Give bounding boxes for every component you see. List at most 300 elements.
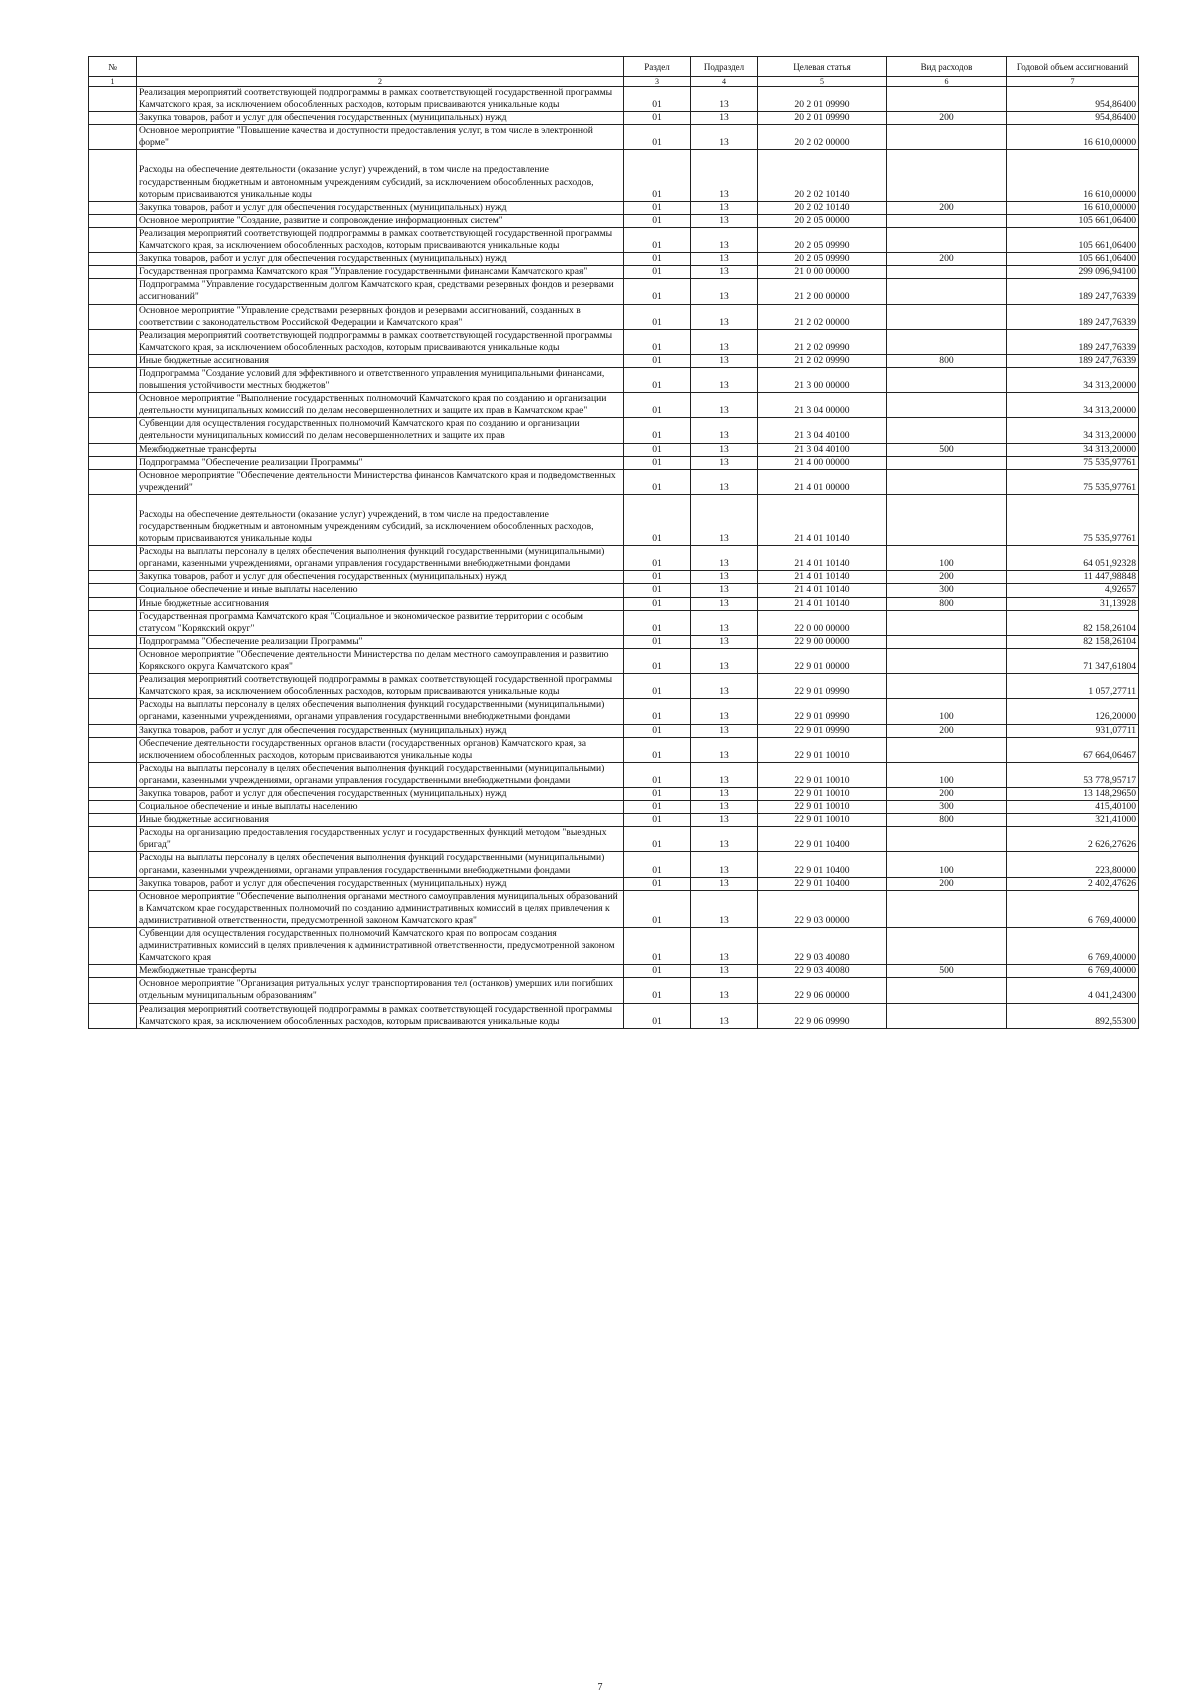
row-target: 22 9 06 09990 [758,1003,887,1028]
row-amount: 299 096,94100 [1007,266,1139,279]
row-razdel: 01 [624,852,691,877]
budget-table [88,56,1139,1029]
row-amount: 189 247,76339 [1007,304,1139,329]
row-razdel: 01 [624,965,691,978]
row-description: Иные бюджетные ассигнования [137,814,624,827]
row-description: Субвенции для осуществления государственных полномочий Камчатского края по созданию и организации деятельности муниципальных комиссий по делам несовершеннолетних и защите их прав [137,418,624,443]
row-target: 21 4 01 10140 [758,597,887,610]
row-number-cell [89,571,137,584]
row-podrazdel: 13 [691,304,758,329]
row-number-cell [89,928,137,965]
table-row [89,827,1139,852]
row-vid: 200 [887,253,1007,266]
row-amount: 1 057,27711 [1007,674,1139,699]
row-number-cell [89,1003,137,1028]
row-target: 22 9 01 09990 [758,674,887,699]
row-description: Реализация мероприятий соответствующей подпрограммы в рамках соответствующей государственной программы Камчатского края, за исключением обособленных расходов, которым присваиваются уникальные коды [137,87,624,112]
row-description: Субвенции для осуществления государственных полномочий Камчатского края по вопросам создания административных комиссий в целях привлечения к административной ответственности, предусмотренной законом Камчатского края [137,928,624,965]
table-row [89,584,1139,597]
row-target: 21 4 01 10140 [758,571,887,584]
row-description: Закупка товаров, работ и услуг для обеспечения государственных (муниципальных) нужд [137,571,624,584]
row-vid [887,890,1007,927]
row-description: Межбюджетные трансферты [137,443,624,456]
row-target: 21 0 00 00000 [758,266,887,279]
row-target: 22 9 01 10010 [758,737,887,762]
row-razdel: 01 [624,928,691,965]
table-row [89,928,1139,965]
row-podrazdel: 13 [691,456,758,469]
header-volume: Годовой объем ассигнований [1007,57,1139,77]
row-number-cell [89,393,137,418]
row-amount: 34 313,20000 [1007,367,1139,392]
row-description: Реализация мероприятий соответствующей подпрограммы в рамках соответствующей государственной программы Камчатского края, за исключением обособленных расходов, которым присваиваются уникальные коды [137,1003,624,1028]
row-vid: 300 [887,801,1007,814]
row-target: 22 9 01 10400 [758,877,887,890]
row-podrazdel: 13 [691,87,758,112]
row-description: Основное мероприятие "Организация ритуальных услуг транспортирования тел (останков) умерших или погибших отдельным муниципальным образованиям" [137,978,624,1003]
row-vid [887,304,1007,329]
table-row [89,266,1139,279]
row-target: 20 2 01 09990 [758,87,887,112]
row-vid [887,367,1007,392]
row-description: Государственная программа Камчатского края "Управление государственными финансами Камчатского края" [137,266,624,279]
header-colnum-5: 5 [758,77,887,87]
row-podrazdel: 13 [691,827,758,852]
row-vid: 100 [887,762,1007,787]
row-vid [887,125,1007,150]
row-number-cell [89,827,137,852]
row-number-cell [89,787,137,800]
table-row [89,787,1139,800]
row-number-cell [89,737,137,762]
row-podrazdel: 13 [691,227,758,252]
row-razdel: 01 [624,814,691,827]
row-target: 21 2 02 09990 [758,354,887,367]
row-podrazdel: 13 [691,787,758,800]
row-target: 22 9 01 10010 [758,814,887,827]
row-description: Основное мероприятие "Управление средствами резервных фондов и резервами ассигнований, созданных в соответствии с законодательством Российской Федерации и Камчатского края" [137,304,624,329]
row-vid: 500 [887,443,1007,456]
table-row [89,890,1139,927]
row-number-cell [89,367,137,392]
row-description: Подпрограмма "Управление государственным долгом Камчатского края, средствами резервных фондов и резервами ассигнований" [137,279,624,304]
row-podrazdel: 13 [691,393,758,418]
row-target: 21 3 04 00000 [758,393,887,418]
row-number-cell [89,443,137,456]
row-number-cell [89,635,137,648]
row-number-cell [89,978,137,1003]
row-razdel: 01 [624,393,691,418]
page-number: 7 [597,1682,603,1693]
row-razdel: 01 [624,279,691,304]
row-razdel: 01 [624,253,691,266]
row-amount: 105 661,06400 [1007,253,1139,266]
row-podrazdel: 13 [691,279,758,304]
row-description: Расходы на обеспечение деятельности (оказание услуг) учреждений, в том числе на предоставление государственным бюджетным и автономным учреждениям субсидий, за исключением обособленных расходов, которым присваиваются уникальные коды [137,494,624,545]
row-target: 21 4 01 10140 [758,494,887,545]
row-razdel: 01 [624,469,691,494]
row-description: Подпрограмма "Обеспечение реализации Программы" [137,456,624,469]
table-header [89,57,1139,87]
row-vid [887,737,1007,762]
row-target: 21 2 02 00000 [758,304,887,329]
table-row [89,304,1139,329]
table-body [89,87,1139,1029]
row-amount: 16 610,00000 [1007,201,1139,214]
row-vid [887,674,1007,699]
row-podrazdel: 13 [691,965,758,978]
row-vid: 800 [887,597,1007,610]
row-target: 22 9 01 09990 [758,699,887,724]
row-number-cell [89,801,137,814]
row-target: 21 3 04 40100 [758,418,887,443]
header-colnum-4: 4 [691,77,758,87]
table-row [89,469,1139,494]
row-target: 21 3 00 00000 [758,367,887,392]
row-number-cell [89,814,137,827]
row-description: Реализация мероприятий соответствующей подпрограммы в рамках соответствующей государственной программы Камчатского края, за исключением обособленных расходов, которым присваиваются уникальные коды [137,227,624,252]
row-description: Социальное обеспечение и иные выплаты населению [137,584,624,597]
row-description: Расходы на выплаты персоналу в целях обеспечения выполнения функций государственными (муниципальными) органами, казенными учреждениями, органами управления государственными внебюджетными фондами [137,852,624,877]
row-vid: 200 [887,571,1007,584]
row-amount: 2 402,47626 [1007,877,1139,890]
row-description: Расходы на выплаты персоналу в целях обеспечения выполнения функций государственными (муниципальными) органами, казенными учреждениями, органами управления государственными внебюджетными фондами [137,546,624,571]
table-row [89,227,1139,252]
table-row [89,762,1139,787]
row-vid [887,827,1007,852]
row-amount: 105 661,06400 [1007,227,1139,252]
row-podrazdel: 13 [691,928,758,965]
row-podrazdel: 13 [691,801,758,814]
row-razdel: 01 [624,329,691,354]
table-row [89,648,1139,673]
row-vid [887,635,1007,648]
table-row [89,699,1139,724]
row-podrazdel: 13 [691,253,758,266]
row-podrazdel: 13 [691,494,758,545]
row-number-cell [89,279,137,304]
row-razdel: 01 [624,610,691,635]
table-row [89,418,1139,443]
row-vid [887,456,1007,469]
table-row [89,801,1139,814]
row-amount: 931,07711 [1007,724,1139,737]
header-colnum-7: 7 [1007,77,1139,87]
row-podrazdel: 13 [691,877,758,890]
row-amount: 6 769,40000 [1007,890,1139,927]
row-razdel: 01 [624,877,691,890]
row-number-cell [89,227,137,252]
row-amount: 189 247,76339 [1007,279,1139,304]
row-podrazdel: 13 [691,112,758,125]
row-podrazdel: 13 [691,584,758,597]
row-description: Закупка товаров, работ и услуг для обеспечения государственных (муниципальных) нужд [137,253,624,266]
header-colnum-3: 3 [624,77,691,87]
row-amount: 82 158,26104 [1007,610,1139,635]
row-amount: 11 447,98848 [1007,571,1139,584]
row-target: 20 2 02 10140 [758,150,887,201]
row-description: Реализация мероприятий соответствующей подпрограммы в рамках соответствующей государственной программы Камчатского края, за исключением обособленных расходов, которым присваиваются уникальные коды [137,329,624,354]
row-vid [887,418,1007,443]
row-number-cell [89,965,137,978]
row-target: 22 9 01 10400 [758,827,887,852]
row-razdel: 01 [624,150,691,201]
row-vid [887,87,1007,112]
row-description: Подпрограмма "Обеспечение реализации Программы" [137,635,624,648]
row-razdel: 01 [624,584,691,597]
row-number-cell [89,648,137,673]
row-number-cell [89,266,137,279]
row-amount: 75 535,97761 [1007,494,1139,545]
row-description: Иные бюджетные ассигнования [137,597,624,610]
row-amount: 34 313,20000 [1007,393,1139,418]
row-number-cell [89,674,137,699]
table-row [89,877,1139,890]
header-name [137,57,624,77]
row-vid: 300 [887,584,1007,597]
table-row [89,737,1139,762]
row-vid: 200 [887,201,1007,214]
row-target: 20 2 05 09990 [758,253,887,266]
row-target: 21 4 01 10140 [758,584,887,597]
row-vid: 200 [887,724,1007,737]
table-row [89,852,1139,877]
row-number-cell [89,354,137,367]
table-row [89,253,1139,266]
row-vid [887,978,1007,1003]
row-target: 21 3 04 40100 [758,443,887,456]
row-podrazdel: 13 [691,737,758,762]
row-description: Основное мероприятие "Обеспечение деятельности Министерства по делам местного самоуправления и развитию Корякского округа Камчатского края" [137,648,624,673]
row-amount: 4 041,24300 [1007,978,1139,1003]
row-amount: 2 626,27626 [1007,827,1139,852]
row-vid: 100 [887,699,1007,724]
header-colnum-2: 2 [137,77,624,87]
row-number-cell [89,304,137,329]
row-vid [887,393,1007,418]
row-target: 22 0 00 00000 [758,610,887,635]
row-amount: 31,13928 [1007,597,1139,610]
row-number-cell [89,699,137,724]
row-podrazdel: 13 [691,1003,758,1028]
row-number-cell [89,469,137,494]
row-razdel: 01 [624,304,691,329]
row-number-cell [89,597,137,610]
row-target: 20 2 02 10140 [758,201,887,214]
row-amount: 892,55300 [1007,1003,1139,1028]
row-vid [887,648,1007,673]
row-podrazdel: 13 [691,354,758,367]
row-amount: 53 778,95717 [1007,762,1139,787]
row-amount: 34 313,20000 [1007,418,1139,443]
row-amount: 13 148,29650 [1007,787,1139,800]
table-row [89,354,1139,367]
row-razdel: 01 [624,201,691,214]
row-razdel: 01 [624,762,691,787]
header-colnum-1: 1 [89,77,137,87]
row-target: 22 9 01 10010 [758,787,887,800]
row-target: 21 4 00 00000 [758,456,887,469]
row-number-cell [89,584,137,597]
row-vid: 100 [887,852,1007,877]
header-vid: Вид расходов [887,57,1007,77]
table-row [89,674,1139,699]
row-description: Закупка товаров, работ и услуг для обеспечения государственных (муниципальных) нужд [137,724,624,737]
row-vid [887,279,1007,304]
row-target: 22 9 03 40080 [758,928,887,965]
row-vid: 500 [887,965,1007,978]
row-razdel: 01 [624,443,691,456]
row-amount: 189 247,76339 [1007,354,1139,367]
row-number-cell [89,214,137,227]
row-target: 21 2 02 09990 [758,329,887,354]
row-number-cell [89,877,137,890]
row-amount: 71 347,61804 [1007,648,1139,673]
row-vid: 100 [887,546,1007,571]
row-razdel: 01 [624,354,691,367]
row-description: Основное мероприятие "Выполнение государственных полномочий Камчатского края по созданию и организации деятельности муниципальных комиссий по делам несовершеннолетних и защите их прав в Камчатском крае" [137,393,624,418]
header-razdel: Раздел [624,57,691,77]
row-number-cell [89,201,137,214]
row-razdel: 01 [624,978,691,1003]
table-row [89,125,1139,150]
row-number-cell [89,890,137,927]
row-amount: 67 664,06467 [1007,737,1139,762]
table-row [89,610,1139,635]
row-razdel: 01 [624,367,691,392]
row-podrazdel: 13 [691,597,758,610]
row-razdel: 01 [624,125,691,150]
table-row [89,87,1139,112]
row-target: 20 2 01 09990 [758,112,887,125]
row-description: Обеспечение деятельности государственных органов власти (государственных органов) Камчатского края, за исключением обособленных расходов, которым присваиваются уникальные коды [137,737,624,762]
row-vid: 200 [887,877,1007,890]
row-amount: 4,92657 [1007,584,1139,597]
row-podrazdel: 13 [691,201,758,214]
table-row [89,978,1139,1003]
row-podrazdel: 13 [691,852,758,877]
table-row [89,367,1139,392]
row-vid: 200 [887,787,1007,800]
row-description: Основное мероприятие "Повышение качества и доступности предоставления услуг, в том числе в электронной форме" [137,125,624,150]
table-row [89,329,1139,354]
table-row [89,597,1139,610]
row-amount: 16 610,00000 [1007,125,1139,150]
header-target: Целевая статья [758,57,887,77]
row-amount: 6 769,40000 [1007,928,1139,965]
row-target: 22 9 01 09990 [758,724,887,737]
row-amount: 75 535,97761 [1007,469,1139,494]
table-row [89,214,1139,227]
row-razdel: 01 [624,699,691,724]
table-row [89,150,1139,201]
row-description: Расходы на обеспечение деятельности (оказание услуг) учреждений, в том числе на предоставление государственным бюджетным и автономным учреждениям субсидий, за исключением обособленных расходов, которым присваиваются уникальные коды [137,150,624,201]
row-description: Подпрограмма "Создание условий для эффективного и ответственного управления муниципальными финансами, повышения устойчивости местных бюджетов" [137,367,624,392]
row-podrazdel: 13 [691,610,758,635]
header-num: № [89,57,137,77]
row-amount: 64 051,92328 [1007,546,1139,571]
row-amount: 126,20000 [1007,699,1139,724]
row-number-cell [89,494,137,545]
row-podrazdel: 13 [691,367,758,392]
budget-table-sheet [88,56,1138,1029]
row-number-cell [89,253,137,266]
header-podrazdel: Подраздел [691,57,758,77]
row-number-cell [89,762,137,787]
row-target: 21 4 01 00000 [758,469,887,494]
row-amount: 415,40100 [1007,801,1139,814]
row-target: 22 9 00 00000 [758,635,887,648]
table-row [89,814,1139,827]
row-description: Основное мероприятие "Создание, развитие и сопровождение информационных систем" [137,214,624,227]
row-razdel: 01 [624,801,691,814]
table-row [89,201,1139,214]
row-podrazdel: 13 [691,469,758,494]
row-target: 22 9 03 40080 [758,965,887,978]
row-description: Реализация мероприятий соответствующей подпрограммы в рамках соответствующей государственной программы Камчатского края, за исключением обособленных расходов, которым присваиваются уникальные коды [137,674,624,699]
row-amount: 954,86400 [1007,87,1139,112]
row-podrazdel: 13 [691,978,758,1003]
table-row [89,724,1139,737]
table-row [89,279,1139,304]
row-razdel: 01 [624,112,691,125]
row-vid [887,227,1007,252]
row-razdel: 01 [624,648,691,673]
row-podrazdel: 13 [691,814,758,827]
table-row [89,571,1139,584]
row-podrazdel: 13 [691,214,758,227]
row-amount: 34 313,20000 [1007,443,1139,456]
row-podrazdel: 13 [691,762,758,787]
row-number-cell [89,456,137,469]
table-row [89,393,1139,418]
table-row [89,494,1139,545]
row-podrazdel: 13 [691,635,758,648]
row-podrazdel: 13 [691,329,758,354]
row-amount: 223,80000 [1007,852,1139,877]
row-razdel: 01 [624,456,691,469]
header-colnum-6: 6 [887,77,1007,87]
row-number-cell [89,610,137,635]
row-number-cell [89,125,137,150]
row-podrazdel: 13 [691,150,758,201]
row-description: Основное мероприятие "Обеспечение выполнения органами местного самоуправления муниципальных образований в Камчатском крае государственных полномочий по созданию административных комиссий в целях привлечения к административной ответственности, предусмотренной законом Камчатского края" [137,890,624,927]
row-podrazdel: 13 [691,699,758,724]
row-razdel: 01 [624,724,691,737]
row-description: Иные бюджетные ассигнования [137,354,624,367]
row-vid [887,928,1007,965]
row-podrazdel: 13 [691,890,758,927]
row-number-cell [89,112,137,125]
row-podrazdel: 13 [691,724,758,737]
row-number-cell [89,87,137,112]
row-amount: 954,86400 [1007,112,1139,125]
row-podrazdel: 13 [691,418,758,443]
row-vid [887,469,1007,494]
row-amount: 6 769,40000 [1007,965,1139,978]
table-row [89,965,1139,978]
row-number-cell [89,329,137,354]
row-description: Расходы на выплаты персоналу в целях обеспечения выполнения функций государственными (муниципальными) органами, казенными учреждениями, органами управления государственными внебюджетными фондами [137,699,624,724]
table-row [89,112,1139,125]
row-razdel: 01 [624,787,691,800]
row-target: 22 9 01 10010 [758,801,887,814]
row-vid [887,329,1007,354]
row-razdel: 01 [624,597,691,610]
row-target: 22 9 01 00000 [758,648,887,673]
row-description: Закупка товаров, работ и услуг для обеспечения государственных (муниципальных) нужд [137,112,624,125]
row-vid [887,266,1007,279]
